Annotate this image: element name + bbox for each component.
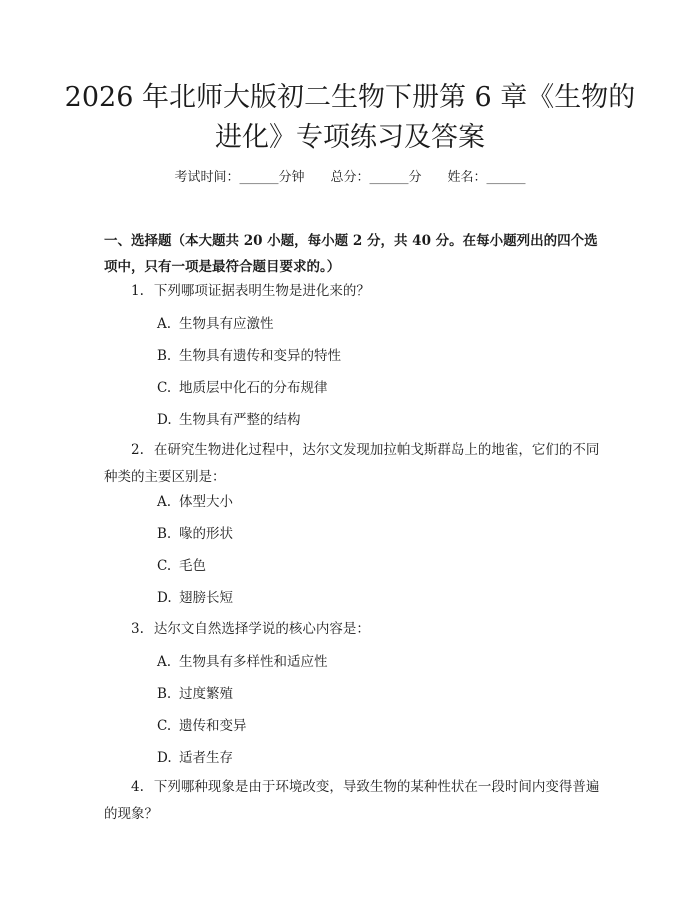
option-text: 生物具有严整的结构	[179, 412, 301, 428]
question-3-stem	[104, 616, 600, 643]
question-number: 1.	[131, 283, 144, 299]
total-score: 总分：______分	[330, 170, 422, 185]
question-1-option-d	[157, 409, 597, 431]
question-3-option-d	[157, 747, 597, 769]
option-letter: D.	[157, 412, 172, 428]
option-text: 翅膀长短	[179, 590, 233, 606]
option-letter: C.	[157, 718, 172, 734]
question-1-option-c	[157, 377, 597, 399]
option-text: 生物具有应激性	[179, 316, 274, 332]
option-text: 过度繁殖	[179, 686, 233, 702]
exam-meta	[0, 168, 700, 188]
option-text: 遗传和变异	[179, 718, 247, 734]
option-letter: C.	[157, 558, 172, 574]
option-letter: A.	[157, 654, 172, 670]
question-2-stem	[104, 437, 600, 491]
option-letter: B.	[157, 348, 172, 364]
document-title: 2026 年北师大版初二生物下册第 6 章《生物的进化》专项练习及答案	[64, 82, 636, 153]
option-letter: C.	[157, 380, 172, 396]
option-text: 喙的形状	[179, 526, 233, 542]
question-text: 下列哪项证据表明生物是进化来的？	[153, 283, 370, 299]
option-text: 生物具有多样性和适应性	[179, 654, 328, 670]
option-letter: A.	[157, 316, 172, 332]
question-2-option-d	[157, 587, 597, 609]
question-number: 3.	[131, 621, 144, 637]
option-text: 体型大小	[179, 494, 233, 510]
question-2-option-a	[157, 491, 597, 513]
question-2-option-c	[157, 555, 597, 577]
question-1-option-b	[157, 345, 597, 367]
question-2-option-b	[157, 523, 597, 545]
option-letter: B.	[157, 526, 172, 542]
option-text: 地质层中化石的分布规律	[179, 380, 328, 396]
option-text: 毛色	[179, 558, 206, 574]
option-letter: A.	[157, 494, 172, 510]
option-text: 适者生存	[179, 750, 233, 766]
question-1-stem	[104, 278, 600, 305]
question-text: 达尔文自然选择学说的核心内容是：	[153, 621, 370, 637]
question-number: 2.	[131, 442, 144, 458]
question-number: 4.	[131, 779, 144, 795]
student-name: 姓名：______	[447, 170, 526, 185]
question-3-option-b	[157, 683, 597, 705]
option-letter: D.	[157, 590, 172, 606]
question-4-stem	[104, 774, 600, 828]
question-1-option-a	[157, 313, 597, 335]
question-3-option-c	[157, 715, 597, 737]
option-letter: B.	[157, 686, 172, 702]
question-3-option-a	[157, 651, 597, 673]
section-heading: 一、选择题（本大题共 20 小题，每小题 2 分，共 40 分。在每小题列出的四个选项中，只有一项是最符合题目要求的。）	[104, 233, 598, 275]
question-text: 在研究生物进化过程中，达尔文发现加拉帕戈斯群岛上的地雀，它们的不同种类的主要区别是：	[104, 442, 600, 485]
option-letter: D.	[157, 750, 172, 766]
question-text: 下列哪种现象是由于环境改变，导致生物的某种性状在一段时间内变得普遍的现象？	[104, 779, 600, 822]
exam-time: 考试时间：______分钟	[174, 170, 305, 185]
option-text: 生物具有遗传和变异的特性	[179, 348, 341, 364]
